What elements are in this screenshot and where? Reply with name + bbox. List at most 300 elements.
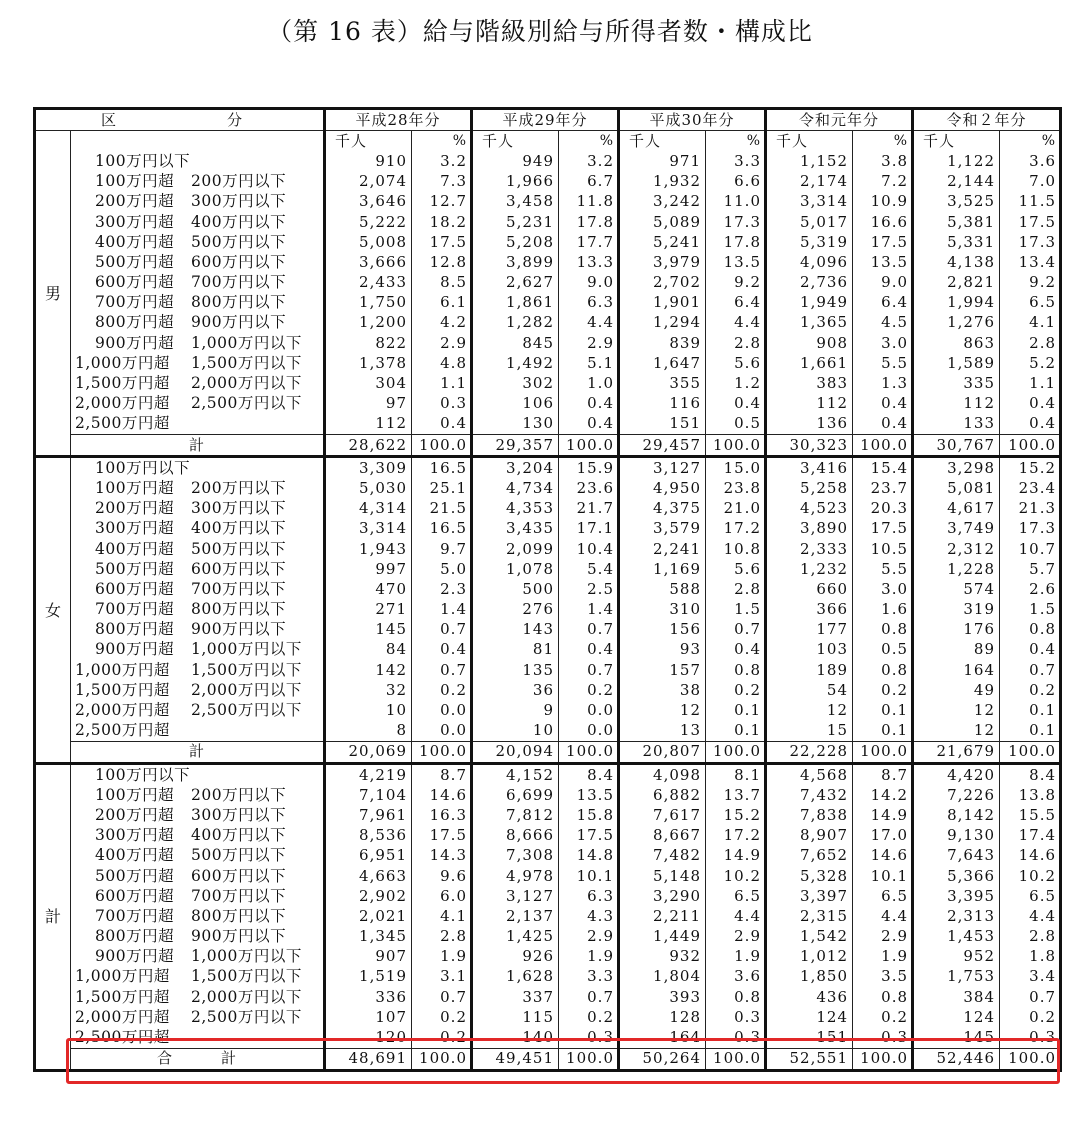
count-cell: 5,008 xyxy=(325,232,412,252)
count-cell: 952 xyxy=(913,947,1000,967)
pct-cell: 6.5 xyxy=(853,886,913,906)
pct-cell: 11.8 xyxy=(559,192,619,212)
pct-cell: 6.1 xyxy=(412,293,472,313)
total-label: 計 xyxy=(71,741,325,763)
count-cell: 124 xyxy=(913,1007,1000,1027)
pct-cell: 0.7 xyxy=(1000,987,1061,1007)
count-cell: 164 xyxy=(913,660,1000,680)
pct-cell: 23.6 xyxy=(559,478,619,498)
year-header: 令和２年分 xyxy=(913,109,1061,131)
pct-cell: 17.4 xyxy=(1000,826,1061,846)
count-cell: 4,420 xyxy=(913,764,1000,786)
bracket-label xyxy=(71,987,325,1007)
pct-cell: 0.7 xyxy=(412,620,472,640)
table-row xyxy=(35,232,1061,252)
count-cell: 124 xyxy=(766,1007,853,1027)
count-cell: 2,144 xyxy=(913,172,1000,192)
pct-cell: 0.8 xyxy=(706,987,766,1007)
count-cell: 112 xyxy=(913,394,1000,414)
total-pct: 100.0 xyxy=(706,1048,766,1070)
pct-cell: 0.2 xyxy=(412,1027,472,1048)
table-row xyxy=(35,394,1061,414)
unit-count: 千人 xyxy=(325,131,412,152)
total-pct: 100.0 xyxy=(1000,741,1061,763)
pct-cell: 8.4 xyxy=(1000,764,1061,786)
pct-cell: 17.8 xyxy=(706,232,766,252)
unit-pct: % xyxy=(853,131,913,152)
pct-cell: 1.8 xyxy=(1000,947,1061,967)
bracket-upper: 900万円以下 xyxy=(191,620,287,639)
pct-cell: 15.0 xyxy=(706,457,766,479)
bracket-upper: 1,500万円以下 xyxy=(191,353,302,372)
bracket-label xyxy=(71,660,325,680)
pct-cell: 8.7 xyxy=(412,764,472,786)
table-row xyxy=(35,373,1061,393)
total-row xyxy=(35,741,1061,763)
pct-cell: 23.7 xyxy=(853,478,913,498)
table-row xyxy=(35,414,1061,435)
count-cell: 140 xyxy=(472,1027,559,1048)
pct-cell: 2.9 xyxy=(853,927,913,947)
pct-cell: 17.5 xyxy=(1000,212,1061,232)
count-cell: 157 xyxy=(619,660,706,680)
pct-cell: 1.3 xyxy=(853,373,913,393)
bracket-lower: 500万円超 xyxy=(95,559,175,578)
count-cell: 1,932 xyxy=(619,172,706,192)
pct-cell: 3.5 xyxy=(853,967,913,987)
bracket-upper: 200万円以下 xyxy=(191,172,287,191)
bracket-lower: 1,000万円超 xyxy=(75,660,170,679)
pct-cell: 0.4 xyxy=(559,414,619,435)
pct-cell: 9.7 xyxy=(412,539,472,559)
table-row xyxy=(35,620,1061,640)
pct-cell: 2.9 xyxy=(559,333,619,353)
pct-cell: 13.3 xyxy=(559,252,619,272)
table-row xyxy=(35,212,1061,232)
pct-cell: 13.4 xyxy=(1000,252,1061,272)
count-cell: 2,174 xyxy=(766,172,853,192)
count-cell: 5,208 xyxy=(472,232,559,252)
bracket-lower: 2,500万円超 xyxy=(75,721,170,740)
table-row xyxy=(35,499,1061,519)
count-cell: 7,226 xyxy=(913,785,1000,805)
bracket-lower: 600万円超 xyxy=(95,273,175,292)
pct-cell: 0.4 xyxy=(412,414,472,435)
pct-cell: 16.3 xyxy=(412,805,472,825)
count-cell: 355 xyxy=(619,373,706,393)
bracket-label xyxy=(71,866,325,886)
unit-count: 千人 xyxy=(766,131,853,152)
pct-cell: 12.8 xyxy=(412,252,472,272)
pct-cell: 23.8 xyxy=(706,478,766,498)
count-cell: 1,200 xyxy=(325,313,412,333)
pct-cell: 4.4 xyxy=(706,313,766,333)
table-row xyxy=(35,559,1061,579)
bracket-upper: 2,500万円以下 xyxy=(191,394,302,413)
bracket-lower: 200万円超 xyxy=(95,192,175,211)
count-cell: 1,861 xyxy=(472,293,559,313)
count-cell: 7,432 xyxy=(766,785,853,805)
pct-cell: 9.0 xyxy=(559,273,619,293)
count-cell: 3,458 xyxy=(472,192,559,212)
count-cell: 3,395 xyxy=(913,886,1000,906)
pct-cell: 16.5 xyxy=(412,457,472,479)
bracket-upper: 600万円以下 xyxy=(191,559,287,578)
count-cell: 112 xyxy=(766,394,853,414)
count-cell: 2,137 xyxy=(472,906,559,926)
count-cell: 38 xyxy=(619,680,706,700)
pct-cell: 2.6 xyxy=(1000,579,1061,599)
pct-cell: 17.5 xyxy=(853,232,913,252)
bracket-label xyxy=(71,600,325,620)
pct-cell: 3.0 xyxy=(853,333,913,353)
total-count: 48,691 xyxy=(325,1048,412,1070)
total-count: 29,357 xyxy=(472,435,559,457)
count-cell: 470 xyxy=(325,579,412,599)
bracket-upper: 2,500万円以下 xyxy=(191,1007,302,1026)
count-cell: 7,308 xyxy=(472,846,559,866)
pct-cell: 13.7 xyxy=(706,785,766,805)
pct-cell: 20.3 xyxy=(853,499,913,519)
count-cell: 189 xyxy=(766,660,853,680)
bracket-lower: 800万円超 xyxy=(95,313,175,332)
pct-cell: 6.4 xyxy=(706,293,766,313)
count-cell: 588 xyxy=(619,579,706,599)
pct-cell: 21.7 xyxy=(559,499,619,519)
table-row xyxy=(35,519,1061,539)
year-header: 平成28年分 xyxy=(325,109,472,131)
bracket-upper: 900万円以下 xyxy=(191,313,287,332)
table-row xyxy=(35,805,1061,825)
bracket-label xyxy=(71,947,325,967)
pct-cell: 0.1 xyxy=(706,700,766,720)
bracket-lower: 900万円超 xyxy=(95,640,175,659)
count-cell: 15 xyxy=(766,721,853,742)
count-cell: 143 xyxy=(472,620,559,640)
bracket-lower: 100万円超 xyxy=(95,478,175,497)
bracket-lower: 500万円超 xyxy=(95,866,175,885)
bracket-lower: 300万円超 xyxy=(95,826,175,845)
pct-cell: 6.7 xyxy=(559,172,619,192)
count-cell: 36 xyxy=(472,680,559,700)
total-count: 21,679 xyxy=(913,741,1000,763)
pct-cell: 4.3 xyxy=(559,906,619,926)
pct-cell: 0.4 xyxy=(853,394,913,414)
count-cell: 366 xyxy=(766,600,853,620)
pct-cell: 17.3 xyxy=(706,212,766,232)
pct-cell: 0.7 xyxy=(412,987,472,1007)
count-cell: 7,482 xyxy=(619,846,706,866)
count-cell: 3,749 xyxy=(913,519,1000,539)
count-cell: 3,979 xyxy=(619,252,706,272)
count-cell: 7,812 xyxy=(472,805,559,825)
count-cell: 932 xyxy=(619,947,706,967)
bracket-upper: 300万円以下 xyxy=(191,192,287,211)
pct-cell: 2.9 xyxy=(559,927,619,947)
count-cell: 2,702 xyxy=(619,273,706,293)
bracket-label xyxy=(71,764,325,786)
count-cell: 115 xyxy=(472,1007,559,1027)
count-cell: 12 xyxy=(619,700,706,720)
bracket-label xyxy=(71,172,325,192)
pct-cell: 0.3 xyxy=(853,1027,913,1048)
count-cell: 10 xyxy=(325,700,412,720)
pct-cell: 1.1 xyxy=(412,373,472,393)
total-count: 50,264 xyxy=(619,1048,706,1070)
pct-cell: 10.7 xyxy=(1000,539,1061,559)
bracket-upper: 400万円以下 xyxy=(191,826,287,845)
total-pct: 100.0 xyxy=(706,435,766,457)
count-cell: 4,950 xyxy=(619,478,706,498)
pct-cell: 17.3 xyxy=(1000,232,1061,252)
pct-cell: 17.3 xyxy=(1000,519,1061,539)
count-cell: 177 xyxy=(766,620,853,640)
pct-cell: 6.5 xyxy=(1000,293,1061,313)
bracket-upper: 300万円以下 xyxy=(191,805,287,824)
table-row xyxy=(35,353,1061,373)
pct-cell: 0.3 xyxy=(706,1007,766,1027)
count-cell: 1,647 xyxy=(619,353,706,373)
total-pct: 100.0 xyxy=(853,741,913,763)
bracket-lower: 2,000万円超 xyxy=(75,1007,170,1026)
count-cell: 130 xyxy=(472,414,559,435)
pct-cell: 4.4 xyxy=(1000,906,1061,926)
pct-cell: 0.0 xyxy=(559,700,619,720)
count-cell: 822 xyxy=(325,333,412,353)
total-count: 28,622 xyxy=(325,435,412,457)
pct-cell: 0.1 xyxy=(1000,700,1061,720)
total-pct: 100.0 xyxy=(559,741,619,763)
bracket-label xyxy=(71,539,325,559)
bracket-upper: 800万円以下 xyxy=(191,906,287,925)
pct-cell: 0.1 xyxy=(1000,721,1061,742)
pct-cell: 6.3 xyxy=(559,886,619,906)
count-cell: 5,222 xyxy=(325,212,412,232)
count-cell: 7,104 xyxy=(325,785,412,805)
count-cell: 93 xyxy=(619,640,706,660)
pct-cell: 5.0 xyxy=(412,559,472,579)
bracket-upper: 900万円以下 xyxy=(191,927,287,946)
table-row xyxy=(35,721,1061,742)
count-cell: 3,314 xyxy=(325,519,412,539)
pct-cell: 17.1 xyxy=(559,519,619,539)
bracket-label xyxy=(71,232,325,252)
count-cell: 142 xyxy=(325,660,412,680)
count-cell: 7,617 xyxy=(619,805,706,825)
pct-cell: 14.6 xyxy=(853,846,913,866)
count-cell: 8,907 xyxy=(766,826,853,846)
bracket-upper: 600万円以下 xyxy=(191,866,287,885)
pct-cell: 1.4 xyxy=(559,600,619,620)
count-cell: 8 xyxy=(325,721,412,742)
count-cell: 839 xyxy=(619,333,706,353)
count-cell: 1,949 xyxy=(766,293,853,313)
count-cell: 5,331 xyxy=(913,232,1000,252)
pct-cell: 0.2 xyxy=(559,680,619,700)
bracket-label xyxy=(71,414,325,435)
section-label: 計 xyxy=(35,764,71,1071)
unit-pct: % xyxy=(1000,131,1061,152)
table-row xyxy=(35,967,1061,987)
pct-cell: 9.2 xyxy=(706,273,766,293)
pct-cell: 0.4 xyxy=(853,414,913,435)
table-row xyxy=(35,273,1061,293)
count-cell: 97 xyxy=(325,394,412,414)
table-row xyxy=(35,478,1061,498)
count-cell: 54 xyxy=(766,680,853,700)
table-row xyxy=(35,172,1061,192)
count-cell: 4,978 xyxy=(472,866,559,886)
pct-cell: 5.7 xyxy=(1000,559,1061,579)
pct-cell: 17.5 xyxy=(853,519,913,539)
table-row xyxy=(35,947,1061,967)
pct-cell: 0.4 xyxy=(1000,394,1061,414)
count-cell: 1,294 xyxy=(619,313,706,333)
pct-cell: 2.8 xyxy=(412,927,472,947)
pct-cell: 10.8 xyxy=(706,539,766,559)
pct-cell: 0.1 xyxy=(853,700,913,720)
count-cell: 337 xyxy=(472,987,559,1007)
pct-cell: 0.1 xyxy=(706,721,766,742)
count-cell: 1,628 xyxy=(472,967,559,987)
unit-count: 千人 xyxy=(472,131,559,152)
pct-cell: 0.1 xyxy=(853,721,913,742)
pct-cell: 17.2 xyxy=(706,826,766,846)
count-cell: 2,821 xyxy=(913,273,1000,293)
count-cell: 1,228 xyxy=(913,559,1000,579)
count-cell: 1,750 xyxy=(325,293,412,313)
bracket-upper: 300万円以下 xyxy=(191,499,287,518)
pct-cell: 6.4 xyxy=(853,293,913,313)
count-cell: 145 xyxy=(325,620,412,640)
count-cell: 1,449 xyxy=(619,927,706,947)
pct-cell: 2.8 xyxy=(1000,333,1061,353)
count-cell: 2,627 xyxy=(472,273,559,293)
division-label-b: 分 xyxy=(227,110,244,129)
count-cell: 3,899 xyxy=(472,252,559,272)
bracket-lower: 100万円以下 xyxy=(95,765,191,784)
bracket-lower: 100万円以下 xyxy=(95,458,191,477)
pct-cell: 7.0 xyxy=(1000,172,1061,192)
pct-cell: 5.5 xyxy=(853,559,913,579)
pct-cell: 1.4 xyxy=(412,600,472,620)
count-cell: 1,753 xyxy=(913,967,1000,987)
count-cell: 2,074 xyxy=(325,172,412,192)
pct-cell: 3.4 xyxy=(1000,967,1061,987)
pct-cell: 0.2 xyxy=(412,680,472,700)
header-row xyxy=(35,109,1061,131)
count-cell: 302 xyxy=(472,373,559,393)
bracket-lower: 400万円超 xyxy=(95,539,175,558)
pct-cell: 3.2 xyxy=(412,151,472,171)
count-cell: 1,804 xyxy=(619,967,706,987)
pct-cell: 13.5 xyxy=(706,252,766,272)
pct-cell: 0.7 xyxy=(559,660,619,680)
bracket-lower: 600万円超 xyxy=(95,886,175,905)
pct-cell: 4.8 xyxy=(412,353,472,373)
table-row xyxy=(35,927,1061,947)
bracket-label xyxy=(71,680,325,700)
bracket-lower: 200万円超 xyxy=(95,805,175,824)
count-cell: 997 xyxy=(325,559,412,579)
bracket-label xyxy=(71,906,325,926)
table-row xyxy=(35,579,1061,599)
pct-cell: 0.2 xyxy=(412,1007,472,1027)
bracket-lower: 1,000万円超 xyxy=(75,967,170,986)
pct-cell: 2.3 xyxy=(412,579,472,599)
pct-cell: 10.9 xyxy=(853,192,913,212)
pct-cell: 6.3 xyxy=(559,293,619,313)
pct-cell: 17.7 xyxy=(559,232,619,252)
pct-cell: 5.6 xyxy=(706,559,766,579)
bracket-lower: 100万円以下 xyxy=(95,151,191,170)
count-cell: 4,568 xyxy=(766,764,853,786)
unit-count: 千人 xyxy=(913,131,1000,152)
count-cell: 81 xyxy=(472,640,559,660)
count-cell: 84 xyxy=(325,640,412,660)
pct-cell: 0.4 xyxy=(412,640,472,660)
pct-cell: 0.5 xyxy=(853,640,913,660)
count-cell: 5,241 xyxy=(619,232,706,252)
total-pct: 100.0 xyxy=(706,741,766,763)
bracket-upper: 500万円以下 xyxy=(191,539,287,558)
count-cell: 845 xyxy=(472,333,559,353)
bracket-label xyxy=(71,499,325,519)
bracket-label xyxy=(71,826,325,846)
pct-cell: 3.3 xyxy=(559,967,619,987)
count-cell: 574 xyxy=(913,579,1000,599)
count-cell: 2,902 xyxy=(325,886,412,906)
bracket-lower: 900万円超 xyxy=(95,947,175,966)
pct-cell: 0.8 xyxy=(853,987,913,1007)
pct-cell: 0.3 xyxy=(412,394,472,414)
bracket-lower: 1,500万円超 xyxy=(75,680,170,699)
count-cell: 276 xyxy=(472,600,559,620)
pct-cell: 1.6 xyxy=(853,600,913,620)
bracket-upper: 700万円以下 xyxy=(191,273,287,292)
pct-cell: 6.0 xyxy=(412,886,472,906)
year-header: 平成30年分 xyxy=(619,109,766,131)
pct-cell: 21.5 xyxy=(412,499,472,519)
pct-cell: 7.2 xyxy=(853,172,913,192)
pct-cell: 0.7 xyxy=(706,620,766,640)
count-cell: 304 xyxy=(325,373,412,393)
count-cell: 926 xyxy=(472,947,559,967)
pct-cell: 9.2 xyxy=(1000,273,1061,293)
total-count: 52,446 xyxy=(913,1048,1000,1070)
pct-cell: 13.8 xyxy=(1000,785,1061,805)
count-cell: 5,328 xyxy=(766,866,853,886)
count-cell: 1,519 xyxy=(325,967,412,987)
bracket-upper: 2,500万円以下 xyxy=(191,701,302,720)
pct-cell: 16.5 xyxy=(412,519,472,539)
table-row xyxy=(35,600,1061,620)
table-row xyxy=(35,764,1061,786)
count-cell: 907 xyxy=(325,947,412,967)
count-cell: 128 xyxy=(619,1007,706,1027)
count-cell: 7,961 xyxy=(325,805,412,825)
pct-cell: 14.6 xyxy=(1000,846,1061,866)
bracket-label xyxy=(71,192,325,212)
table-row xyxy=(35,539,1061,559)
pct-cell: 4.4 xyxy=(706,906,766,926)
bracket-upper: 700万円以下 xyxy=(191,886,287,905)
pct-cell: 0.3 xyxy=(559,1027,619,1048)
pct-cell: 9.6 xyxy=(412,866,472,886)
division-label-a: 区 xyxy=(101,110,118,129)
bracket-label xyxy=(71,721,325,742)
table-row xyxy=(35,660,1061,680)
